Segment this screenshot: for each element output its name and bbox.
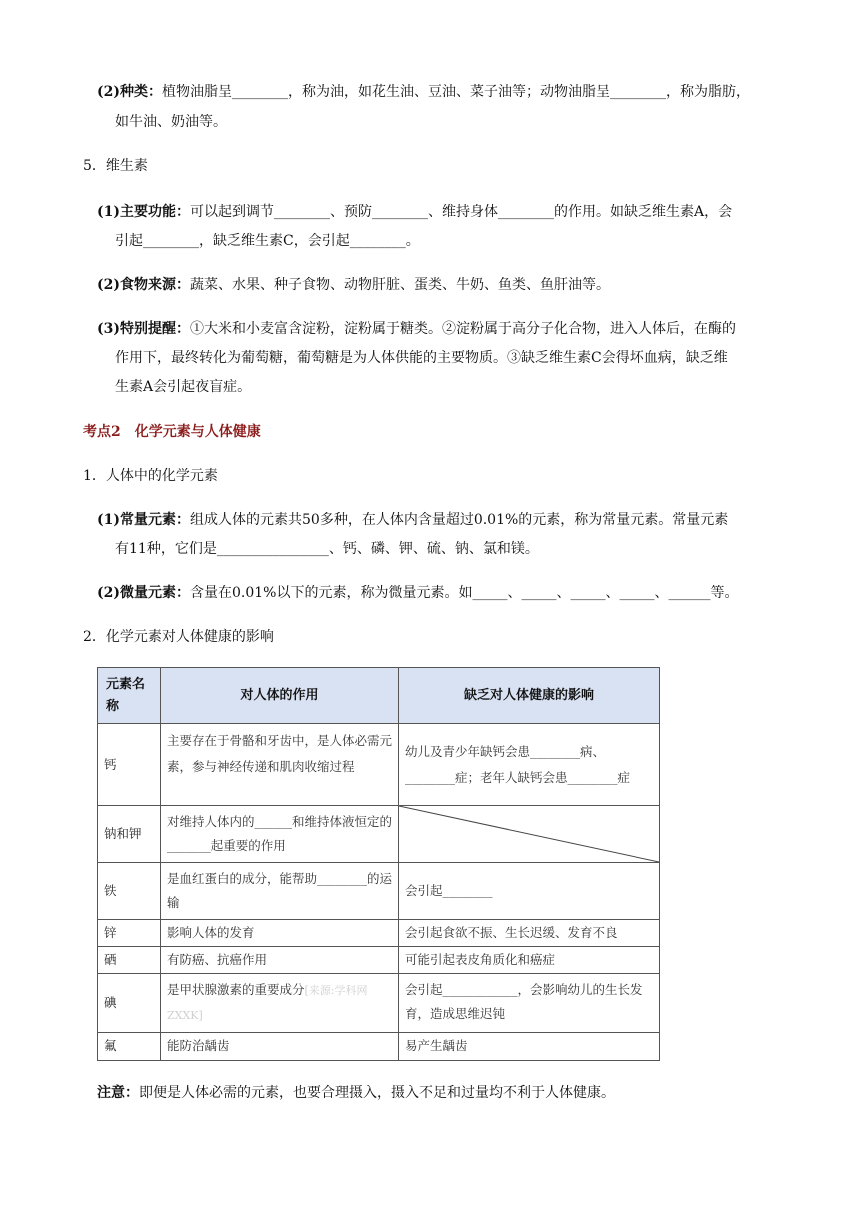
fat-types-line: [97, 82, 750, 102]
cell-effect: 主要存在于骨骼和牙齿中，是人体必需元素，参与神经传递和肌肉收缩过程: [161, 724, 399, 806]
cell-element: 氟: [98, 1033, 161, 1061]
diagonal-line: [399, 806, 659, 862]
cell-lack: 会引起____________，会影响幼儿的生长发育，造成思维迟钝: [399, 974, 660, 1033]
vitamin-tip-cont1: 作用下，最终转化为葡萄糖，葡萄糖是为人体供能的主要物质。③缺乏维生素C会得坏血病，缺乏维: [115, 350, 728, 366]
cell-effect: 对维持人体内的______和维持体液恒定的_______起重要的作用: [161, 806, 399, 863]
source-watermark: [来源:学科网ZXXK]: [167, 984, 368, 1022]
cell-effect: 能防治龋齿: [161, 1033, 399, 1061]
cell-lack: 会引起食欲不振、生长迟缓、发育不良: [399, 920, 660, 947]
vitamin-source-label: (2)食物来源：: [97, 277, 190, 293]
cell-effect: 影响人体的发育: [161, 920, 399, 947]
cell-element: 碘: [98, 974, 161, 1033]
table-row: [98, 1033, 660, 1061]
vitamin-function-cont: 引起________，缺乏维生素C，会引起________。: [115, 233, 420, 249]
cell-lack: 会引起________: [399, 863, 660, 920]
cell-element: 锌: [98, 920, 161, 947]
cell-diagonal-blank: [399, 806, 660, 863]
vitamin-function-label: (1)主要功能：: [97, 204, 190, 220]
vitamin-source-line: [97, 275, 610, 295]
section-vitamin-heading: 5．维生素: [83, 158, 148, 174]
section-health-heading: 2．化学元素对人体健康的影响: [83, 629, 274, 645]
table-row: [98, 806, 660, 863]
note-line: [97, 1083, 615, 1103]
vitamin-tip-cont2: 生素A会引起夜盲症。: [115, 379, 252, 395]
cell-lack: 可能引起表皮角质化和癌症: [399, 947, 660, 974]
cell-lack: 易产生龋齿: [399, 1033, 660, 1061]
table-row: [98, 947, 660, 974]
vitamin-tip-text: ①大米和小麦富含淀粉，淀粉属于糖类。②淀粉属于高分子化合物，进入人体后，在酶的: [190, 321, 736, 337]
header-element: 元素名称: [98, 668, 161, 724]
header-lack: 缺乏对人体健康的影响: [399, 668, 660, 724]
cell-element: 硒: [98, 947, 161, 974]
macro-elements-line: [97, 510, 728, 530]
table-row: [98, 974, 660, 1033]
note-label: 注意：: [97, 1085, 139, 1101]
table-header-row: [98, 668, 660, 724]
macro-elements-text: 组成人体的元素共50多种，在人体内含量超过0.01%的元素，称为常量元素。常量元素: [190, 512, 729, 528]
cell-effect: [161, 974, 399, 1033]
cell-lack: 幼儿及青少年缺钙会患________病、________症；老年人缺钙会患________症: [399, 724, 660, 806]
vitamin-function-text: 可以起到调节________、预防________、维持身体________的作用。如缺乏维生素A，会: [190, 204, 733, 220]
fat-types-cont: 如牛油、奶油等。: [115, 114, 227, 130]
trace-elements-line: [97, 583, 738, 603]
table-row: [98, 920, 660, 947]
vitamin-source-text: 蔬菜、水果、种子食物、动物肝脏、蛋类、牛奶、鱼类、鱼肝油等。: [190, 277, 610, 293]
fat-types-text: 植物油脂呈________，称为油，如花生油、豆油、菜子油等；动物油脂呈________，称为脂肪，: [162, 84, 750, 100]
trace-elements-text: 含量在0.01%以下的元素，称为微量元素。如_____、_____、_____、_____、______等。: [190, 585, 739, 601]
element-health-table: [97, 667, 660, 1061]
section-heading-point2: 考点2 化学元素与人体健康: [83, 424, 261, 440]
fat-types-label: (2)种类：: [97, 84, 162, 100]
macro-elements-cont: 有11种，它们是________________、钙、磷、钾、硫、钠、氯和镁。: [115, 541, 539, 557]
header-effect: 对人体的作用: [161, 668, 399, 724]
cell-element: 铁: [98, 863, 161, 920]
cell-effect: 是血红蛋白的成分，能帮助________的运输: [161, 863, 399, 920]
cell-effect: 有防癌、抗癌作用: [161, 947, 399, 974]
trace-elements-label: (2)微量元素：: [97, 585, 190, 601]
macro-elements-label: (1)常量元素：: [97, 512, 190, 528]
vitamin-function-line: [97, 202, 732, 222]
table-row: [98, 863, 660, 920]
vitamin-tip-label: (3)特别提醒：: [97, 321, 190, 337]
section-elements-heading: 1．人体中的化学元素: [83, 468, 218, 484]
note-text: 即便是人体必需的元素，也要合理摄入，摄入不足和过量均不利于人体健康。: [139, 1085, 615, 1101]
cell-element: 钙: [98, 724, 161, 806]
table-row: [98, 724, 660, 806]
cell-element: 钠和钾: [98, 806, 161, 863]
cell-effect-text: 是甲状腺激素的重要成分: [167, 982, 305, 997]
vitamin-tip-line: [97, 319, 736, 339]
